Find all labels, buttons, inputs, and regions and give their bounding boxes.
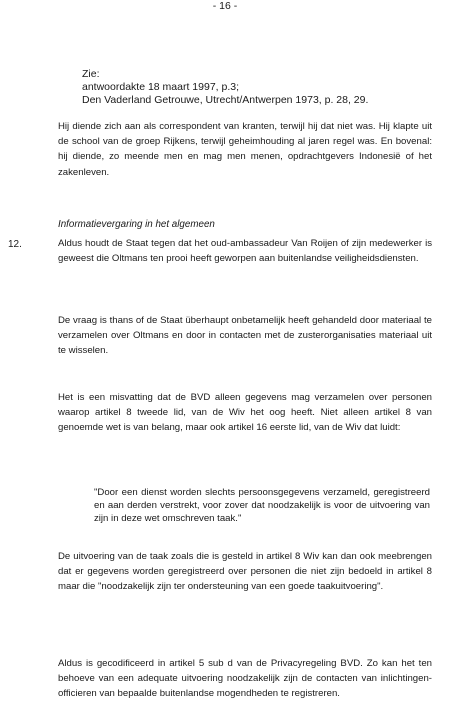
paragraph-6: Aldus is gecodificeerd in artikel 5 sub d van de Privacyregeling BVD. Zo kan het ten behoeve van een adequate uitvoering noodzakelijk zijn de contacten van inlichtingen-officieren van bepaalde buitenlandse mogendheden te registreren. bbox=[58, 658, 432, 700]
reference-label: Zie: bbox=[82, 68, 100, 80]
quote-block: "Door een dienst worden slechts persoonsgegevens verzameld, geregistreerd en aan derden verstrekt, voor zover dat noodzakelijk is voor de uitvoering van zijn in deze wet omschreven taak." bbox=[94, 487, 430, 524]
paragraph-5: De uitvoering van de taak zoals die is gesteld in artikel 8 Wiv kan dan ook meebrengen dat er gegevens worden geregistreerd over personen die niet zijn bedoeld in artikel 8 maar die "noodzakelijk zijn ter ondersteuning van een goede taakuitvoering". bbox=[58, 551, 432, 593]
paragraph-2: Aldus houdt de Staat tegen dat het oud-ambassadeur Van Roijen of zijn medewerker is geweest die Oltmans ten prooi heeft geworpen aan buitenlandse veiligheidsdiensten. bbox=[58, 238, 432, 265]
reference-line-1: antwoordakte 18 maart 1997, p.3; bbox=[82, 81, 240, 94]
reference-line-2: Den Vaderland Getrouwe, Utrecht/Antwerpen 1973, p. 28, 29. bbox=[82, 94, 369, 107]
paragraph-1: Hij diende zich aan als correspondent van kranten, terwijl hij dat niet was. Hij klapte uit de school van de groep Rijkens, terwijl geheimhouding al jaren regel was. En bovenal: hij diende, zo meende men en mag men menen, opdrachtgevers Indonesië of het zakenleven. bbox=[58, 121, 432, 178]
reference-block bbox=[82, 68, 368, 108]
section-heading: Informatievergaring in het algemeen bbox=[58, 219, 215, 230]
page-number: - 16 - bbox=[212, 0, 238, 12]
paragraph-4: Het is een misvatting dat de BVD alleen gegevens mag verzamelen over personen waarop artikel 8 tweede lid, van de Wiv het oog heeft. Niet alleen artikel 8 van genoemde wet is van belang, maar ook artikel 16 eerste lid, van de Wiv dat luidt: bbox=[58, 392, 432, 434]
paragraph-3: De vraag is thans of de Staat überhaupt onbetamelijk heeft gehandeld door materiaal te verzamelen over Oltmans en door in contacten met de zusterorganisaties materiaal uit te wisselen. bbox=[58, 315, 432, 357]
paragraph-number-12: 12. bbox=[8, 239, 22, 250]
